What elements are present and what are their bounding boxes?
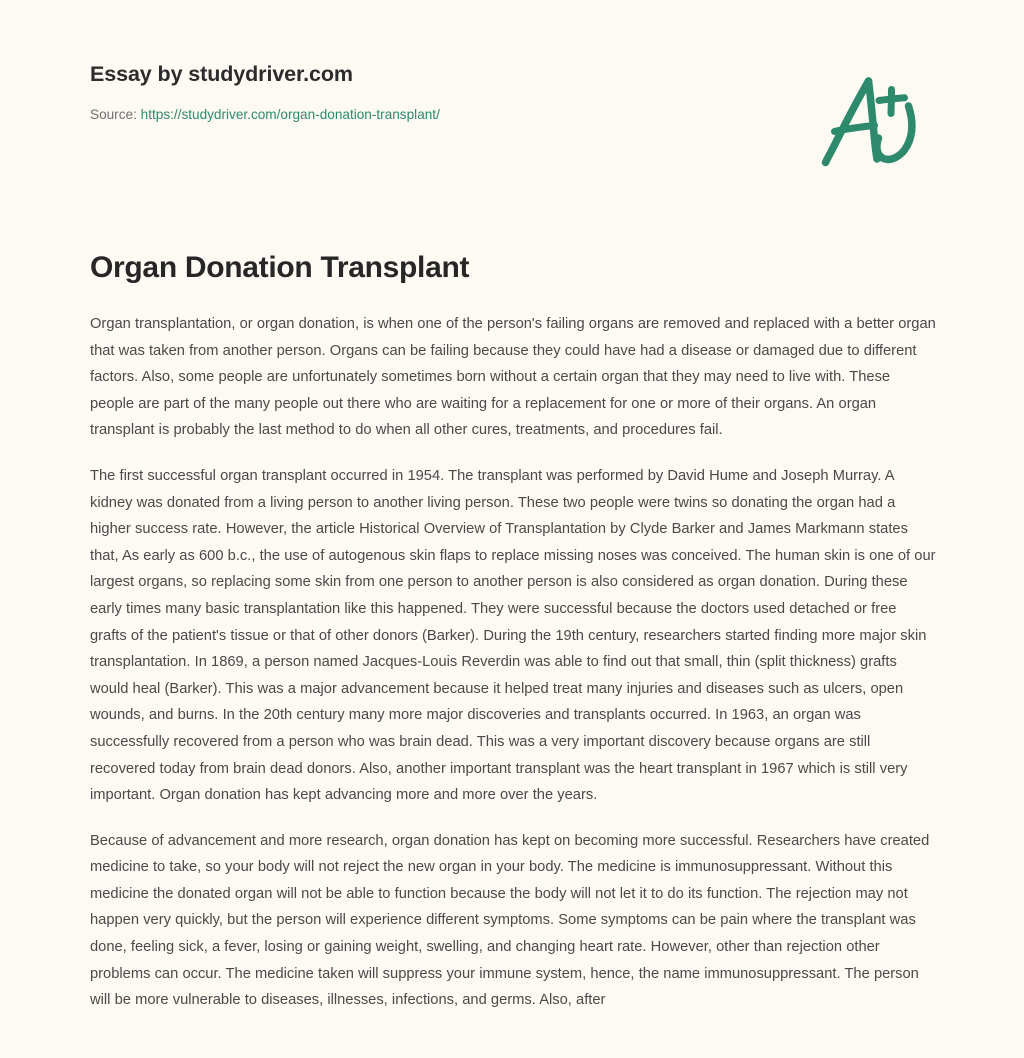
paragraph: Organ transplantation, or organ donation, is when one of the person's failing organs are removed and replaced with a better organ that was taken from another person. Organs can be failing because they could have had a disease or damaged due to different factors. Also, some people are unfortunately sometimes born without a certain organ that they may need to live with. These people are part of the many people out there who are waiting for a replacement for one or more of their organs. An organ transplant is probably the last method to do when all other cures, treatments, and procedures fail. [90,316,936,439]
studydriver-a-plus-logo-icon [812,72,940,176]
source-label: Source: [90,106,137,122]
source-line [90,88,935,124]
byline: Essay by studydriver.com [90,62,353,86]
paragraph: The first successful organ transplant occurred in 1954. The transplant was performed by David Hume and Joseph Murray. A kidney was donated from a living person to another living person. These two people were twins so donating the organ had a higher success rate. However, the article Historical Overview of Transplantation by Clyde Barker and James Markmann states that, As early as 600 b.c., the use of autogenous skin flaps to replace missing noses was conceived. The human skin is one of our largest organs, so replacing some skin from one person to another person is also considered as organ donation. During these early times many basic transplantation like this happened. They were successful because the doctors used detached or free grafts of the patient's tissue or that of other donors (Barker). During the 19th century, researchers started finding more major skin transplantation. In 1869, a person named Jacques-Louis Reverdin was able to find out that small, thin (split thickness) grafts would heal (Barker). This was a major advancement because it helped treat many injuries and diseases such as ulcers, open wounds, and burns. In the 20th century many more major discoveries and transplants occurred. In 1963, an organ was successfully recovered from a person who was brain dead. This was a very important discovery because organs are still recovered today from brain dead donors. Also, another important transplant was the heart transplant in 1967 which is still very important. Organ donation has kept advancing more and more over the years. [90,467,936,804]
paragraph: Because of advancement and more research, organ donation has kept on becoming more successful. Researchers have created medicine to take, so your body will not reject the new organ in your body. The medicine is immunosuppressant. Without this medicine the donated organ will not be able to function because the body will not let it to do its function. The rejection may not happen very quickly, but the person will experience different symptoms. Some symptoms can be pain where the transplant was done, feeling sick, a fever, losing or gaining weight, swelling, and changing heart rate. However, other than rejection other problems can occur. The medicine taken will suppress your immune system, hence, the name immunosuppressant. The person will be more vulnerable to diseases, illnesses, infections, and germs. Also, after [90,832,930,1009]
source-url-link[interactable]: https://studydriver.com/organ-donation-transplant/ [140,106,440,122]
page-header [90,62,935,123]
essay-body [90,311,937,1014]
page-title: Organ Donation Transplant [90,251,470,284]
